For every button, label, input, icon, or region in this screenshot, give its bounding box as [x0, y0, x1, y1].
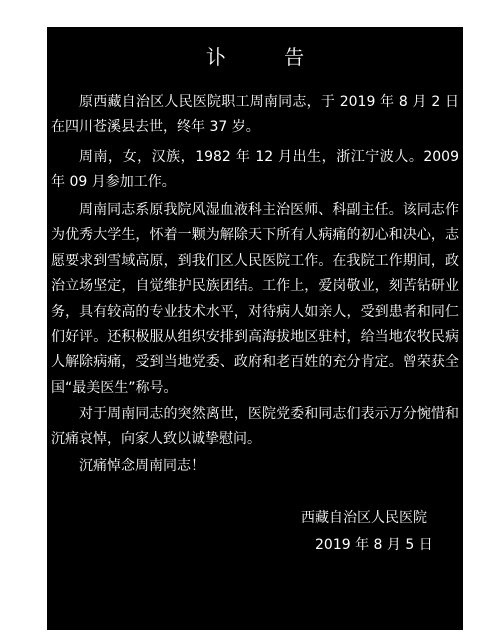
paragraph-death-announcement: 原西藏自治区人民医院职工周南同志，于 2019 年 8 月 2 日在四川苍溪县去世，终年 37 岁。: [51, 94, 459, 136]
signature-date: 2019 年 8 月 5 日: [315, 537, 433, 553]
paragraph-mourning: 沉痛悼念周南同志！: [79, 458, 205, 474]
paragraph-biography: 周南，女，汉族，1982 年 12 月出生，浙江宁波人。2009 年 09 月参加工作。: [51, 149, 459, 191]
paragraph-career: 周南同志系原我院风湿血液科主治医师、科副主任。该同志作为优秀大学生，怀着一颗为解除天下所有人病痛的初心和决心，志愿要求到雪域高原，到我们区人民医院工作。在我院工作期间，政治立场坚定，自觉维护民族团结。工作上，爱岗敬业，刻苦钻研业务，具有较高的专业技术水平，对待病人如亲人，受到患者和同仁们好评。还积极服从组织安排到高海拔地区驻村，给当地农牧民病人解除病痛，受到当地党委、政府和老百姓的充分肯定。曾荣获全国“最美医生”称号。: [51, 202, 459, 396]
paragraph-condolence: 对于周南同志的突然离世，医院党委和同志们表示万分惋惜和沉痛哀悼，向家人致以诚挚慰问。: [51, 406, 459, 448]
obituary-notice: [47, 27, 463, 630]
notice-title: 讣 告: [205, 45, 331, 69]
signature-organization: 西藏自治区人民医院: [301, 510, 427, 526]
